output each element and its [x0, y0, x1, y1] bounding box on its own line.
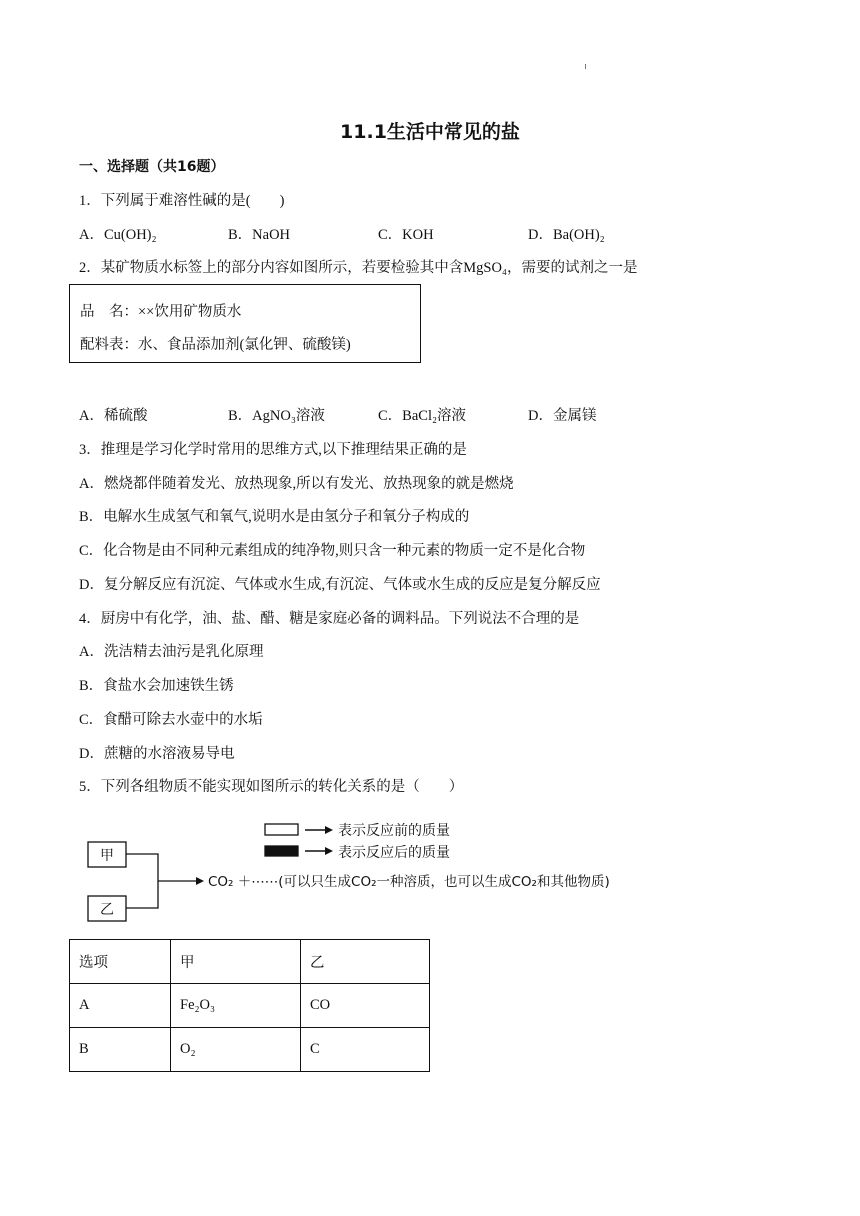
table-row	[70, 984, 430, 1028]
table-cell: B	[70, 1028, 171, 1072]
legend-before-label: 表示反应前的质量	[338, 823, 450, 839]
legend-after-arrow-head	[325, 847, 333, 855]
reaction-diagram	[80, 816, 680, 926]
table-cell: A	[70, 984, 171, 1028]
q4-option-a: A．洗洁精去油污是乳化原理	[79, 644, 264, 660]
table-cell: O₂	[171, 1028, 301, 1072]
q3-option-d: D．复分解反应有沉淀、气体或水生成,有沉淀、气体或水生成的反应是复分解反应	[79, 577, 601, 593]
legend-before-swatch	[265, 824, 298, 835]
q1-option-a: A．Cu(OH)₂	[79, 227, 157, 243]
q4-option-d: D．蔗糖的水溶液易导电	[79, 746, 235, 762]
table-header-cell: 甲	[171, 940, 301, 984]
connector-bracket	[126, 854, 158, 908]
question-4-stem: 4．厨房中有化学，油、盐、醋、糖是家庭必备的调料品。下列说法不合理的是	[79, 611, 580, 627]
question-2-stem: 2．某矿物质水标签上的部分内容如图所示，若要检验其中含MgSO₄，需要的试剂之一是	[79, 260, 638, 276]
table-cell: C	[301, 1028, 430, 1072]
q2-option-b: B．AgNO₃溶液	[228, 408, 325, 424]
reactant-a-label: 甲	[100, 848, 114, 864]
table-header-cell: 乙	[301, 940, 430, 984]
q3-option-b: B．电解水生成氢气和氧气,说明水是由氢分子和氧分子构成的	[79, 509, 470, 525]
q1-option-c: C．KOH	[378, 227, 434, 243]
question-1-stem: 1．下列属于难溶性碱的是( )	[79, 193, 285, 209]
table-header-cell: 选项	[70, 940, 171, 984]
header-mark	[585, 64, 586, 69]
reaction-arrow-head	[196, 877, 204, 885]
table-cell: Fe₂O₃	[171, 984, 301, 1028]
question-5-stem: 5．下列各组物质不能实现如图所示的转化关系的是（ ）	[79, 779, 464, 795]
q3-option-c: C．化合物是由不同种元素组成的纯净物,则只含一种元素的物质一定不是化合物	[79, 543, 586, 559]
page-title: 11.1生活中常见的盐	[340, 121, 520, 143]
section-heading: 一、选择题（共16题）	[79, 159, 225, 175]
legend-after-label: 表示反应后的质量	[338, 845, 450, 861]
legend-before-arrow-head	[325, 826, 333, 834]
q2-option-c: C．BaCl₂溶液	[378, 408, 467, 424]
q4-option-b: B．食盐水会加速铁生锈	[79, 678, 234, 694]
label-product-name: 品 名：××饮用矿物质水	[80, 304, 242, 320]
label-ingredients: 配料表：水、食品添加剂(氯化钾、硫酸镁)	[80, 337, 351, 353]
q1-option-d: D．Ba(OH)₂	[528, 227, 605, 243]
table-cell: CO	[301, 984, 430, 1028]
product-description: CO₂ ＋⋯⋯(可以只生成CO₂一种溶质，也可以生成CO₂和其他物质)	[208, 874, 610, 890]
reactant-b-label: 乙	[100, 902, 114, 918]
q4-option-c: C．食醋可除去水壶中的水垢	[79, 712, 263, 728]
table-row	[70, 1028, 430, 1072]
question-3-stem: 3．推理是学习化学时常用的思维方式,以下推理结果正确的是	[79, 442, 467, 458]
q1-option-b: B．NaOH	[228, 227, 291, 243]
q2-option-d: D．金属镁	[528, 408, 597, 424]
product-label-box	[69, 284, 421, 363]
q2-option-a: A．稀硫酸	[79, 408, 148, 424]
legend-after-swatch	[265, 846, 298, 856]
options-table	[69, 939, 430, 1072]
q3-option-a: A．燃烧都伴随着发光、放热现象,所以有发光、放热现象的就是燃烧	[79, 476, 514, 492]
table-header-row	[70, 940, 430, 984]
